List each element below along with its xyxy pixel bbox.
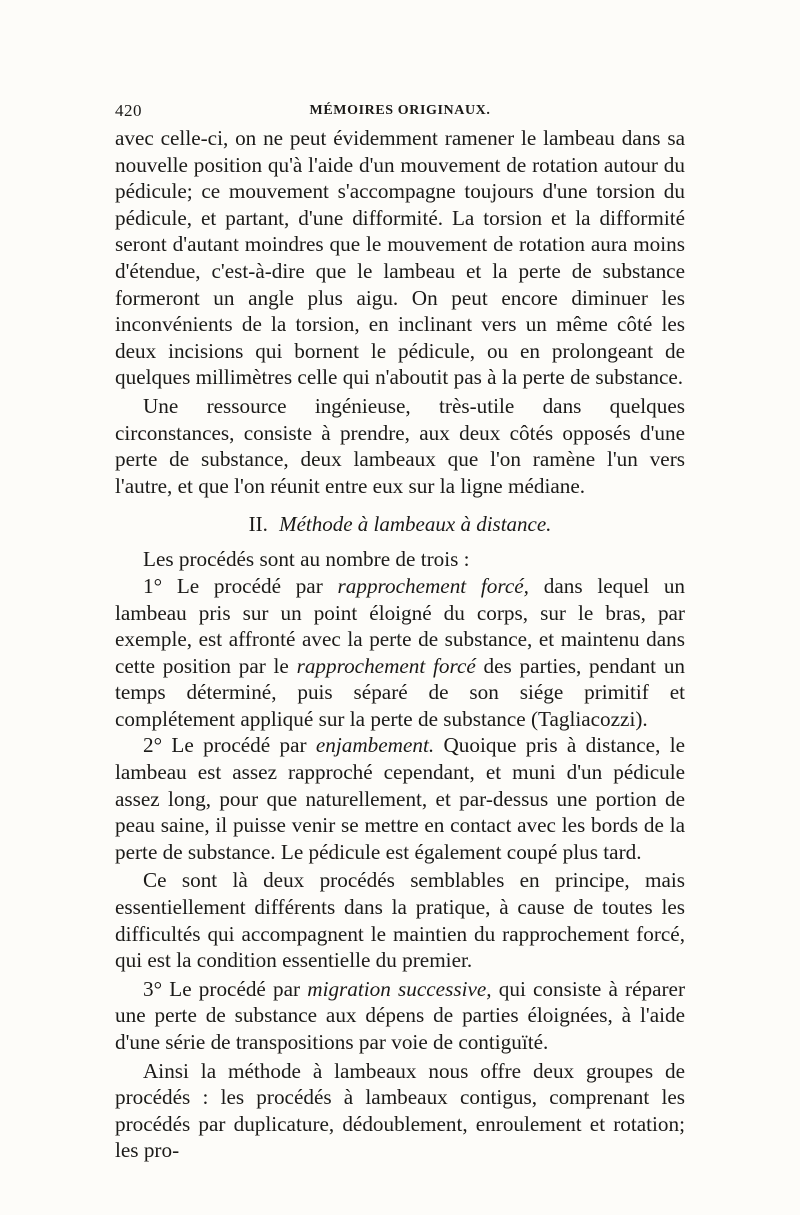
section-title: Méthode à lambeaux à distance. [279, 512, 552, 537]
paragraph-7-text-b: qui consiste à réparer une perte de substance aux dépens de parties éloignées, à l'aide d'une série de transpositions par voie de contiguïté. [115, 976, 686, 1054]
paragraph-1: avec celle-ci, on ne peut évidemment ramener le lambeau dans sa nouvelle position qu'à l'aide d'un mouvement de rotation autour du pédicule; ce mouvement s'accompagne toujours d'une torsion du pédicule, et partant, d'une difformité. La torsion et la difformité seront d'autant moindres que le mouvement de rotation aura moins d'étendue, c'est-à-dire que le lambeau et la perte de substance formeront un angle plus aigu. On peut encore diminuer les inconvénients de la torsion, en inclinant vers un même côté les deux incisions qui bornent le pédicule, ou en prolongeant de quelques millimètres celle qui n'aboutit pas à la perte de substance. [115, 126, 685, 390]
paragraph-4 [115, 573, 685, 733]
section-number: II. [248, 512, 268, 537]
item-number-3: 3° [143, 976, 163, 1001]
paragraph-7-italic: migration successive, [307, 976, 492, 1001]
paragraph-5-text-b: Quoique pris à distance, le lambeau est assez rapproché cependant, et muni d'un pédicule assez long, pour que naturellement, et par-dessus une portion de peau saine, il puisse venir se mettre en contact avec les bords de la perte de substance. Le pédicule est également coupé plus tard. [115, 733, 686, 864]
paragraph-2: Une ressource ingénieuse, très-utile dans quelques circonstances, consiste à prendre, aux deux côtés opposés d'une perte de substance, deux lambeaux que l'on ramène l'un vers l'autre, et que l'on réunit entre eux sur la ligne médiane. [115, 393, 685, 498]
paragraph-4-text-a: Le procédé par [176, 573, 323, 598]
page-number: 420 [115, 101, 142, 120]
paragraph-8: Ainsi la méthode à lambeaux nous offre deux groupes de procédés : les procédés à lambeaux contigus, comprenant les procédés par duplicature, dédoublement, enroulement et rotation; les pro- [115, 1058, 685, 1163]
item-number-1: 1° [143, 573, 163, 598]
paragraph-4-italic-2: rapprochement forcé [296, 653, 476, 678]
item-number-2: 2° [143, 733, 163, 758]
running-title: MÉMOIRES ORIGINAUX. [309, 103, 491, 118]
paragraph-5-text-a: Le procédé par [171, 733, 307, 758]
paragraph-4-text-b: dans lequel un lambeau pris sur un point éloigné du corps, sur le bras, par exemple, est affronté avec la perte de substance, et maintenu dans cette position par le [115, 573, 686, 678]
book-page [115, 95, 685, 1164]
body-text [115, 125, 685, 1164]
paragraph-7-text-a: Le procédé par [169, 976, 301, 1001]
paragraph-3: Les procédés sont au nombre de trois : [143, 547, 470, 572]
paragraph-6: Ce sont là deux procédés semblables en principe, mais essentiellement différents dans la pratique, à cause de toutes les difficultés qui accompagnent le maintien du rapprochement forcé, qui est la condition essentielle du premier. [115, 868, 685, 973]
paragraph-4-italic: rapprochement forcé, [337, 573, 529, 598]
paragraph-5-italic: enjambement. [315, 733, 435, 758]
paragraph-5 [115, 732, 685, 865]
section-heading [115, 511, 685, 537]
paragraph-7 [115, 976, 685, 1056]
paragraph-4-text-c: des parties, pendant un temps déterminé, puis séparé de son siége primitif et complétement appliqué sur la perte de substance (Tagliacozzi). [115, 653, 686, 731]
running-head [115, 95, 685, 125]
